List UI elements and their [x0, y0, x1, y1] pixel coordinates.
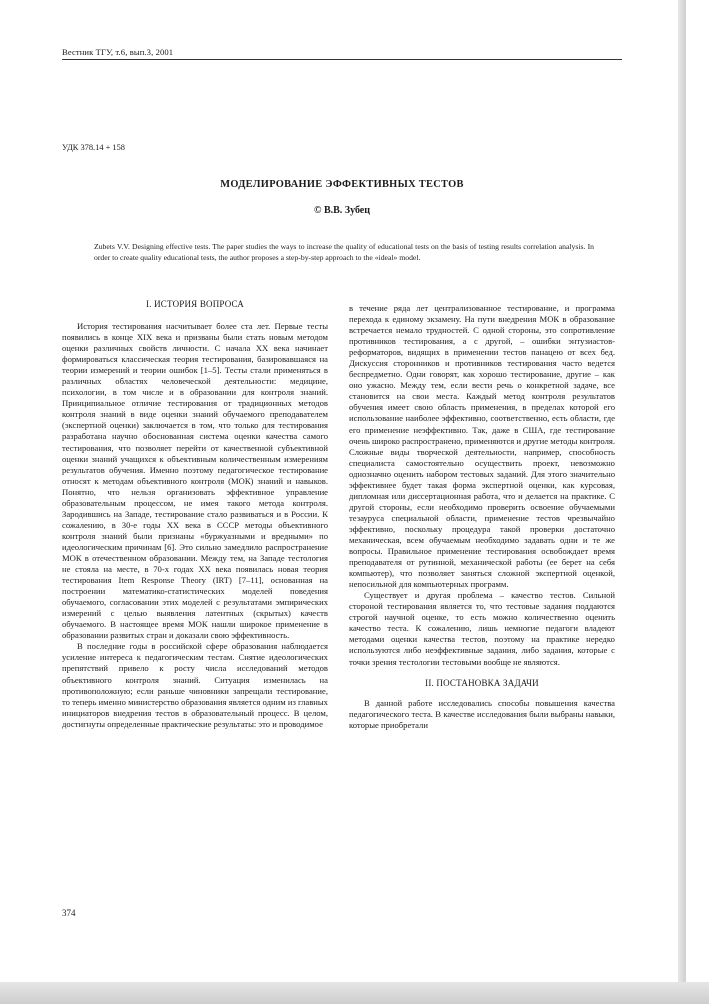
header-rule — [62, 59, 622, 60]
paragraph: История тестирования насчитывает более ста лет. Первые тесты появились в конце XIX века и призваны были стать новым методом оценки различных свойств личности. С начала XX века начинает формироваться классическая теория тестирования, базировавшаяся на теории измерений и теории ошибок [1–5]. Тесты стали применяться в различных областях человеческой деятельности: медицине, психологии, в том числе и в образовании для контроля знаний. Принципиальное отличие тестирования от традиционных методов контроля знаний в виде оценки знаний обучаемого преподавателем (экспертной оценки) заключается в том, что только для тестирования разработана научно обоснованная система оценки качества самого тестирования, что позволяет перейти от качественной субъективной оценки знаний учащихся к объективным количественным измерениям результатов обучения. Именно поэтому педагогическое тестирование относят к методам объективного контроля (МОК) знаний и навыков. Понятно, что нельзя организовать эффективное управление образовательным процессом, не имея такого метода контроля. Зародившись на Западе, тестирование стало развиваться и в России. К сожалению, в 30-е годы XX века в СССР методы объективного контроля знаний были признаны «буржуазными и вредными» по идеологическим причинам [6]. Это сильно замедлило распространение МОК в отечественном образовании. Между тем, на Западе тестология не стояла на месте, в 70-х годах XX века появилась новая теория тестирования Item Response Theory (IRT) [7–11], основанная на построении математико-статистических моделей поведения обучаемого, согласовании этих моделей с результатами эмпирических измерений с целью выявления латентных (скрытых) качеств обучаемого. В настоящее время МОК нашли широкое применение в образовании развитых стран и доказали свою эффективность. — [62, 321, 328, 641]
scan-shadow-right — [678, 0, 686, 1004]
paragraph-continuation: в течение ряда лет централизованное тестирование, и программа перехода к единому экзамену. На пути внедрения МОК в образование встречается немало трудностей. С одной стороны, это сопротивление противников тестирования, а с другой, – ошибки энтузиастов-реформаторов, видящих в применении тестов панацею от всех бед. Дискуссия сторонников и противников тестирования часто ведется беспредметно. Одни говорят, как хорошо тестирование, другие – как оно ужасно. Между тем, если вести речь о конкретной задаче, все становится на свои места. Каждый метод контроля результатов обучения имеет свою область применения, в пределах которой его использование наиболее эффективно, соответственно, есть области, где его применение неэффективно. Так, даже в США, где тестирование очень широко распространено, применяются и другие методы контроля. Сложные виды творческой деятельности, например, способность специалиста самостоятельно осуществить проект, невозможно однозначно оценить набором тестовых заданий. Для этого значительно эффективнее будет такая форма экспертной оценки, как курсовая, дипломная или диссертационная работа, что и делается на практике. С другой стороны, если необходимо проверить освоение обучаемыми тезауруса специальной области, применение тестов чрезвычайно эффективно, поскольку процедура такой проверки достаточно механическая, всем обучаемым необходимо задавать одни и те же вопросы. Правильное применение тестирования освобождает время преподавателя от рутинной, механической работы (ее берет на себя компьютер), что позволяет заняться сложной экспертной оценкой, непосильной для компьютерных программ. — [349, 303, 615, 590]
right-column — [349, 303, 615, 731]
scan-shadow-bottom — [0, 982, 709, 1004]
paragraph: Существует и другая проблема – качество тестов. Сильной стороной тестирования является то, что тестовые задания поддаются строгой научной оценке, то есть можно количественно оценить качество теста. К сожалению, лишь немногие педагоги владеют методами оценки качества тестов, поэтому на практике нередко используются либо неэффективные задания, либо задания, которые с точки зрения тестологии тестовыми вообще не являются. — [349, 590, 615, 667]
running-head: Вестник ТГУ, т.6, вып.3, 2001 — [62, 47, 174, 57]
paragraph: В данной работе исследовались способы повышения качества педагогического теста. В качестве исследования были выбраны навыки, которые приобретали — [349, 697, 615, 730]
article-title: МОДЕЛИРОВАНИЕ ЭФФЕКТИВНЫХ ТЕСТОВ — [220, 179, 464, 190]
section-heading-history: I. ИСТОРИЯ ВОПРОСА — [145, 299, 245, 309]
section-heading-problem: II. ПОСТАНОВКА ЗАДАЧИ — [425, 677, 539, 688]
page-number: 374 — [62, 908, 76, 918]
left-column — [62, 298, 328, 730]
article-author: © В.В. Зубец — [313, 205, 371, 216]
english-abstract: Zubets V.V. Designing effective tests. The paper studies the ways to increase the quality of educational tests on the basis of testing results correlation analysis. In order to create quality educational tests, the author proposes a step-by-step approach to the «ideal» model. — [94, 242, 594, 262]
paragraph: В последние годы в российской сфере образования наблюдается усиление интереса к педагогическим тестам. Снятие идеологических препятствий привело к росту числа исследований методов объективного контроля знаний. Ситуация изменилась на противоположную; если раньше чиновники запрещали тестирование, то теперь именно министерство образования является одним из главных инициаторов внедрения тестов в образовательный процесс. В целом, достигнуты определенные практические результаты: это и проводимое — [62, 641, 328, 729]
udc-code: УДК 378.14 + 158 — [62, 143, 125, 152]
